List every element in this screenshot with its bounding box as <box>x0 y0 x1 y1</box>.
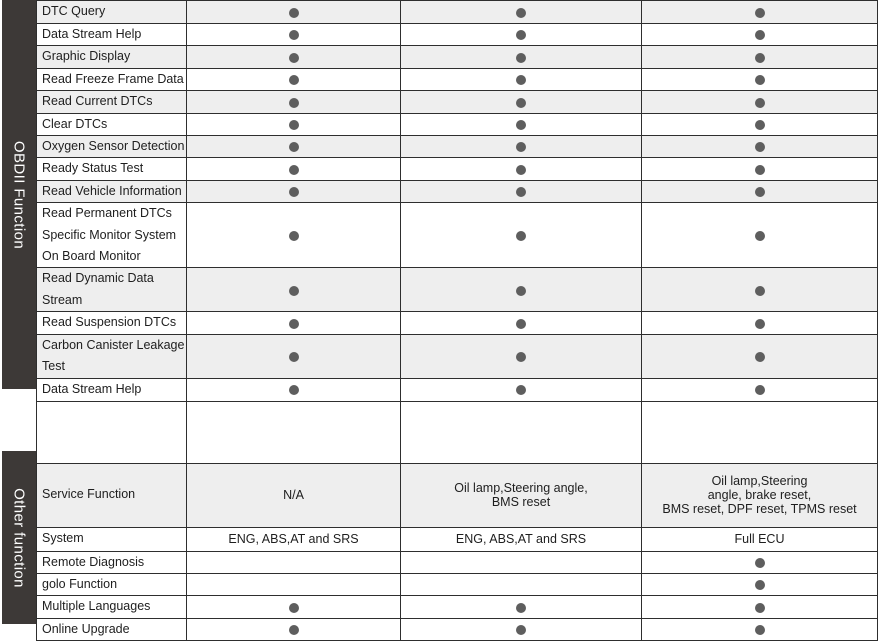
row-label <box>37 180 187 202</box>
row-label-line: golo Function <box>42 576 118 591</box>
row-label <box>37 551 187 573</box>
supported-dot-icon <box>289 352 299 362</box>
cell-value <box>642 1 878 24</box>
supported-dot-icon <box>755 385 765 395</box>
supported-dot-icon <box>289 30 299 40</box>
cell-value: ENG, ABS,AT and SRS <box>401 527 642 551</box>
supported-dot-icon <box>755 286 765 296</box>
table-row <box>37 334 878 378</box>
cell-value <box>401 573 642 595</box>
row-label <box>37 24 187 46</box>
table-row <box>37 527 878 551</box>
row-label-line: Online Upgrade <box>42 621 130 636</box>
supported-dot-icon <box>289 165 299 175</box>
row-label: System <box>37 527 187 551</box>
table-row <box>37 378 878 401</box>
cell-value: ENG, ABS,AT and SRS <box>187 527 401 551</box>
supported-dot-icon <box>516 231 526 241</box>
supported-dot-icon <box>289 319 299 329</box>
table-row <box>37 91 878 113</box>
row-label <box>37 68 187 90</box>
cell-value: N/A <box>187 463 401 527</box>
supported-dot-icon <box>755 8 765 18</box>
cell-value <box>401 463 642 527</box>
cell-line: angle, brake reset, <box>707 488 812 502</box>
row-label-line: Data Stream Help <box>42 381 142 396</box>
supported-dot-icon <box>755 142 765 152</box>
row-label-line: Graphic Display <box>42 49 131 64</box>
supported-dot-icon <box>516 603 526 613</box>
cell-value <box>187 203 401 268</box>
table-row <box>37 136 878 158</box>
row-label-line: Data Stream Help <box>42 27 142 41</box>
supported-dot-icon <box>516 352 526 362</box>
supported-dot-icon <box>516 625 526 635</box>
cell-value <box>187 91 401 113</box>
supported-dot-icon <box>289 98 299 108</box>
supported-dot-icon <box>755 558 765 568</box>
cell-value: Full ECU <box>642 527 878 551</box>
supported-dot-icon <box>755 75 765 85</box>
cell-value <box>401 334 642 378</box>
cell-value <box>642 268 878 312</box>
supported-dot-icon <box>516 385 526 395</box>
cell-value <box>642 334 878 378</box>
row-label-line: Clear DTCs <box>42 116 108 131</box>
spacer-row <box>37 401 878 463</box>
cell-line: BMS reset <box>491 495 551 509</box>
supported-dot-icon <box>516 165 526 175</box>
cell-value <box>642 463 878 527</box>
supported-dot-icon <box>755 120 765 130</box>
cell-value <box>642 113 878 135</box>
supported-dot-icon <box>755 231 765 241</box>
supported-dot-icon <box>516 120 526 130</box>
row-label <box>37 158 187 180</box>
row-label <box>37 46 187 68</box>
obdii-section-label: OBDII Function <box>10 140 28 249</box>
cell-line: Oil lamp,Steering <box>711 474 808 488</box>
row-label-line: On Board Monitor <box>42 249 141 264</box>
row-label-line: Read Permanent DTCs <box>42 206 172 221</box>
supported-dot-icon <box>289 625 299 635</box>
table-row <box>37 46 878 68</box>
cell-value <box>642 618 878 640</box>
cell-value <box>642 24 878 46</box>
cell-value <box>401 91 642 113</box>
row-label-line: Read Suspension DTCs <box>42 315 177 330</box>
supported-dot-icon <box>289 603 299 613</box>
cell-value <box>642 158 878 180</box>
cell-value <box>401 136 642 158</box>
cell-value <box>401 68 642 90</box>
row-label <box>37 1 187 24</box>
supported-dot-icon <box>516 98 526 108</box>
supported-dot-icon <box>755 319 765 329</box>
cell-value <box>401 203 642 268</box>
row-label-line: Ready Status Test <box>42 161 144 176</box>
supported-dot-icon <box>755 165 765 175</box>
supported-dot-icon <box>289 187 299 197</box>
cell-value <box>401 113 642 135</box>
table-row <box>37 312 878 334</box>
supported-dot-icon <box>516 8 526 18</box>
obdii-section-band <box>2 0 36 389</box>
cell-value <box>187 551 401 573</box>
cell-value <box>642 180 878 202</box>
cell-value <box>401 378 642 401</box>
table-row <box>37 24 878 46</box>
cell-value <box>401 596 642 618</box>
row-label <box>37 113 187 135</box>
cell-value <box>187 46 401 68</box>
table-row <box>37 68 878 90</box>
feature-comparison-table <box>36 0 878 641</box>
supported-dot-icon <box>289 53 299 63</box>
supported-dot-icon <box>755 30 765 40</box>
supported-dot-icon <box>516 319 526 329</box>
supported-dot-icon <box>289 385 299 395</box>
cell-value <box>401 268 642 312</box>
row-label-line: Read Vehicle Information <box>42 183 182 198</box>
cell-value <box>642 596 878 618</box>
table-row <box>37 113 878 135</box>
table-row <box>37 268 878 312</box>
cell-value <box>642 136 878 158</box>
row-label-line: Stream <box>42 292 83 307</box>
supported-dot-icon <box>289 75 299 85</box>
supported-dot-icon <box>516 187 526 197</box>
cell-value <box>187 180 401 202</box>
table-row <box>37 618 878 640</box>
cell-value <box>187 334 401 378</box>
row-label <box>37 334 187 378</box>
cell-value <box>642 68 878 90</box>
row-label <box>37 378 187 401</box>
cell-value <box>187 378 401 401</box>
cell-line: BMS reset, DPF reset, TPMS reset <box>662 502 857 516</box>
row-label-line: Test <box>42 359 65 374</box>
table-row <box>37 551 878 573</box>
cell-value <box>642 312 878 334</box>
cell-value <box>401 1 642 24</box>
cell-value <box>401 46 642 68</box>
supported-dot-icon <box>516 75 526 85</box>
cell-value <box>187 158 401 180</box>
supported-dot-icon <box>755 98 765 108</box>
table-row <box>37 158 878 180</box>
cell-line: Oil lamp,Steering angle, <box>454 481 588 495</box>
cell-value <box>642 203 878 268</box>
cell-value <box>187 312 401 334</box>
supported-dot-icon <box>289 231 299 241</box>
cell-value <box>401 551 642 573</box>
row-label-line: Read Dynamic Data <box>42 271 154 286</box>
row-label <box>37 596 187 618</box>
cell-value <box>642 91 878 113</box>
supported-dot-icon <box>755 580 765 590</box>
table-row <box>37 573 878 595</box>
cell-value <box>187 68 401 90</box>
other-section-band <box>2 451 36 624</box>
table-row <box>37 596 878 618</box>
cell-value <box>642 551 878 573</box>
supported-dot-icon <box>516 30 526 40</box>
cell-value <box>401 180 642 202</box>
cell-value <box>187 136 401 158</box>
cell-value <box>187 24 401 46</box>
cell-value <box>642 378 878 401</box>
cell-value <box>187 618 401 640</box>
cell-value <box>642 573 878 595</box>
supported-dot-icon <box>755 603 765 613</box>
supported-dot-icon <box>289 8 299 18</box>
row-label <box>37 203 187 268</box>
row-label-line: Read Current DTCs <box>42 94 153 109</box>
cell-value <box>401 24 642 46</box>
row-label: Service Function <box>37 463 187 527</box>
row-label-line: Oxygen Sensor Detection <box>42 139 185 154</box>
table-row <box>37 180 878 202</box>
cell-value <box>187 268 401 312</box>
supported-dot-icon <box>289 142 299 152</box>
supported-dot-icon <box>516 286 526 296</box>
cell-value <box>401 618 642 640</box>
cell-value <box>642 46 878 68</box>
supported-dot-icon <box>755 53 765 63</box>
supported-dot-icon <box>755 187 765 197</box>
cell-value <box>187 1 401 24</box>
row-label-line: Read Freeze Frame Data <box>42 71 184 86</box>
cell-value <box>187 573 401 595</box>
row-label-line: Remote Diagnosis <box>42 554 145 569</box>
row-label <box>37 618 187 640</box>
supported-dot-icon <box>289 286 299 296</box>
row-label <box>37 91 187 113</box>
row-label-line: Carbon Canister Leakage <box>42 337 185 352</box>
supported-dot-icon <box>755 352 765 362</box>
row-label-line: Specific Monitor System <box>42 227 177 242</box>
table-row <box>37 203 878 268</box>
cell-value <box>401 312 642 334</box>
row-label <box>37 136 187 158</box>
supported-dot-icon <box>516 142 526 152</box>
cell-value <box>187 596 401 618</box>
cell-value <box>401 158 642 180</box>
table-row <box>37 463 878 527</box>
row-label-line: DTC Query <box>42 4 106 19</box>
supported-dot-icon <box>289 120 299 130</box>
cell-value <box>187 113 401 135</box>
supported-dot-icon <box>516 53 526 63</box>
row-label-line: Multiple Languages <box>42 599 151 614</box>
supported-dot-icon <box>755 625 765 635</box>
row-label <box>37 312 187 334</box>
row-label <box>37 573 187 595</box>
row-label <box>37 268 187 312</box>
table-row <box>37 1 878 24</box>
other-section-label: Other function <box>10 487 28 588</box>
